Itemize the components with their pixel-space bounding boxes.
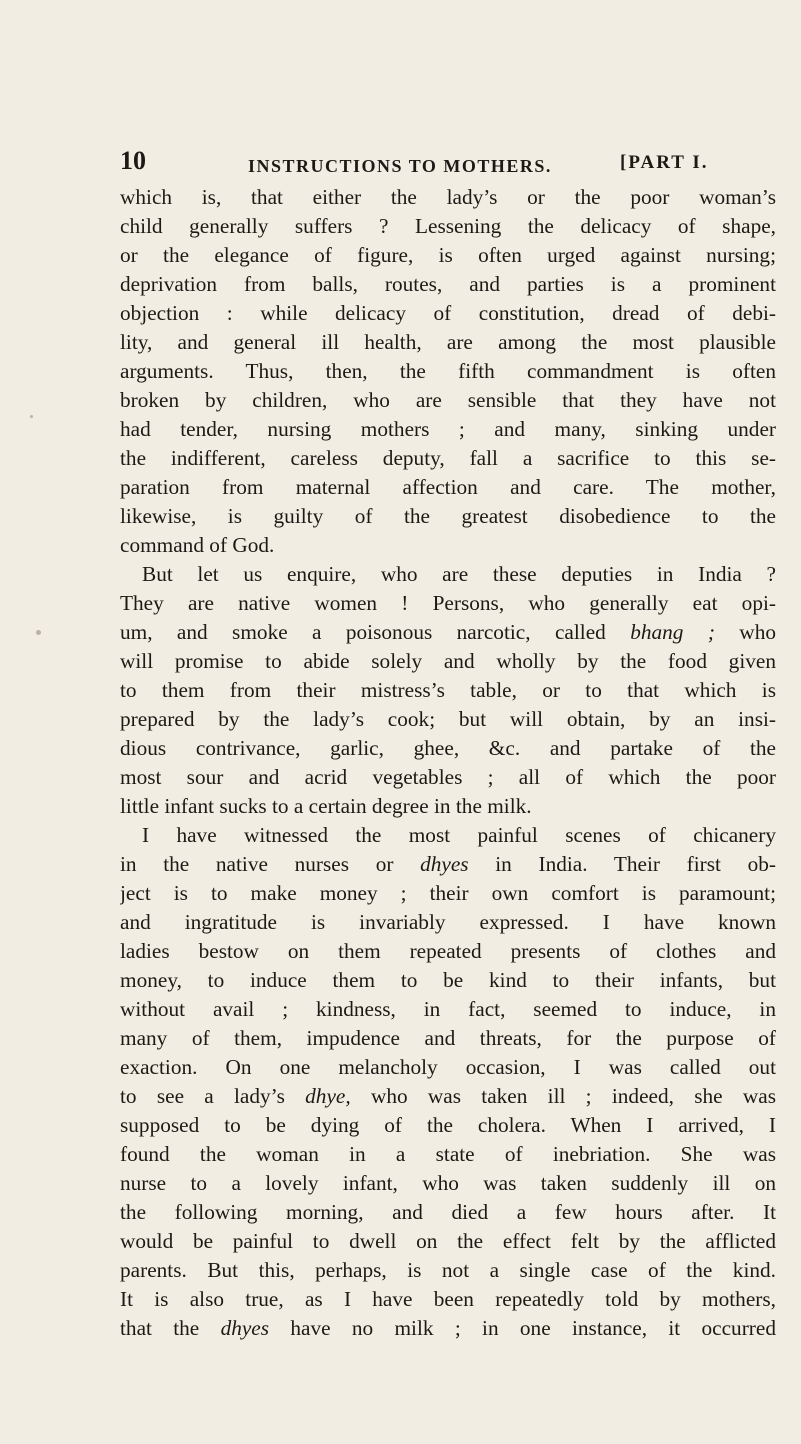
text-segment: to see a lady’s [120, 1084, 306, 1108]
text-segment: I have witnessed the most painful scenes of chicanery [142, 823, 776, 847]
text-segment: the indifferent, careless deputy, fall a sacrifice to this se- [120, 446, 776, 470]
text-segment: parents. But this, perhaps, is not a single case of the kind. [120, 1258, 776, 1282]
text-line [120, 386, 776, 415]
text-segment: found the woman in a state of inebriation. She was [120, 1142, 776, 1166]
text-segment: They are native women ! Persons, who generally eat opi- [120, 591, 776, 615]
text-segment: will promise to abide solely and wholly by the food given [120, 649, 776, 673]
text-segment: without avail ; kindness, in fact, seemed to induce, in [120, 997, 776, 1021]
text-line [120, 1111, 776, 1140]
text-line [120, 502, 776, 531]
text-line [120, 1053, 776, 1082]
text-line [120, 995, 776, 1024]
text-line [120, 415, 776, 444]
text-segment: who [714, 620, 776, 644]
page-number: 10 [120, 146, 146, 175]
text-segment: who was taken ill ; indeed, she was [350, 1084, 776, 1108]
text-segment: broken by children, who are sensible that they have not [120, 388, 776, 412]
text-segment: or the elegance of figure, is often urged against nursing; [120, 243, 776, 267]
text-segment: supposed to be dying of the cholera. When I arrived, I [120, 1113, 776, 1137]
text-line [120, 850, 776, 879]
text-line [120, 1256, 776, 1285]
text-segment: little infant sucks to a certain degree in the milk. [120, 794, 532, 818]
text-segment: objection : while delicacy of constitution, dread of debi- [120, 301, 776, 325]
text-line [120, 1285, 776, 1314]
text-line [120, 1314, 776, 1343]
text-segment: nurse to a lovely infant, who was taken suddenly ill on [120, 1171, 776, 1195]
text-line [120, 1198, 776, 1227]
text-segment: would be painful to dwell on the effect felt by the afflicted [120, 1229, 776, 1253]
text-segment: in India. Their first ob- [468, 852, 776, 876]
text-line [120, 444, 776, 473]
text-segment: in the native nurses or [120, 852, 421, 876]
text-line [120, 560, 776, 589]
text-segment: dious contrivance, garlic, ghee, &c. and partake of the [120, 736, 776, 760]
text-segment: had tender, nursing mothers ; and many, sinking under [120, 417, 776, 441]
text-segment: deprivation from balls, routes, and parties is a prominent [120, 272, 776, 296]
text-segment: which is, that either the lady’s or the poor woman’s [120, 185, 776, 209]
text-line [120, 792, 776, 821]
text-line [120, 647, 776, 676]
text-segment: ladies bestow on them repeated presents of clothes and [120, 939, 776, 963]
text-segment: command of God. [120, 533, 275, 557]
text-segment: ject is to make money ; their own comfort is paramount; [120, 881, 776, 905]
text-line [120, 763, 776, 792]
text-line [120, 705, 776, 734]
text-line [120, 908, 776, 937]
text-line [120, 676, 776, 705]
running-head: INSTRUCTIONS TO MOTHERS. [248, 156, 552, 176]
text-segment: lity, and general ill health, are among the most plausible [120, 330, 776, 354]
text-segment: have no milk ; in one instance, it occurred [269, 1316, 776, 1340]
text-line [120, 734, 776, 763]
text-line [120, 212, 776, 241]
text-line [120, 879, 776, 908]
text-line [120, 1024, 776, 1053]
text-line [120, 1082, 776, 1111]
italic-term: bhang ; [630, 620, 715, 644]
text-line [120, 618, 776, 647]
italic-term: dhyes [420, 852, 469, 876]
text-line [120, 821, 776, 850]
text-line [120, 357, 776, 386]
text-segment: um, and smoke a poisonous narcotic, called [120, 620, 631, 644]
text-segment: that the [120, 1316, 221, 1340]
text-segment: paration from maternal affection and care. The mother, [120, 475, 776, 499]
italic-term: dhye, [305, 1084, 351, 1108]
text-segment: child generally suffers ? Lessening the delicacy of shape, [120, 214, 776, 238]
text-line [120, 937, 776, 966]
text-segment: arguments. Thus, then, the fifth commandment is often [120, 359, 776, 383]
text-line [120, 1227, 776, 1256]
text-line [120, 328, 776, 357]
text-segment: many of them, impudence and threats, for the purpose of [120, 1026, 776, 1050]
text-segment: But let us enquire, who are these deputies in India ? [142, 562, 776, 586]
text-line [120, 589, 776, 618]
text-segment: money, to induce them to be kind to their infants, but [120, 968, 776, 992]
italic-term: dhyes [220, 1316, 270, 1340]
text-line [120, 966, 776, 995]
text-segment: exaction. On one melancholy occasion, I was called out [120, 1055, 776, 1079]
text-line [120, 183, 776, 212]
text-segment: prepared by the lady’s cook; but will obtain, by an insi- [120, 707, 776, 731]
text-segment: and ingratitude is invariably expressed. I have known [120, 910, 776, 934]
text-line [120, 299, 776, 328]
text-line [120, 531, 776, 560]
text-line [120, 1169, 776, 1198]
text-segment: likewise, is guilty of the greatest disobedience to the [120, 504, 776, 528]
text-segment: the following morning, and died a few hours after. It [120, 1200, 776, 1224]
section-mark: [PART I. [620, 152, 709, 173]
text-line [120, 241, 776, 270]
text-line [120, 1140, 776, 1169]
ink-speck [36, 630, 41, 635]
text-segment: It is also true, as I have been repeatedly told by mothers, [120, 1287, 776, 1311]
text-segment: most sour and acrid vegetables ; all of which the poor [120, 765, 776, 789]
body-text [120, 183, 776, 1343]
text-segment: to them from their mistress’s table, or to that which is [120, 678, 776, 702]
ink-speck [30, 415, 33, 418]
text-line [120, 473, 776, 502]
text-line [120, 270, 776, 299]
page-header [120, 146, 780, 184]
